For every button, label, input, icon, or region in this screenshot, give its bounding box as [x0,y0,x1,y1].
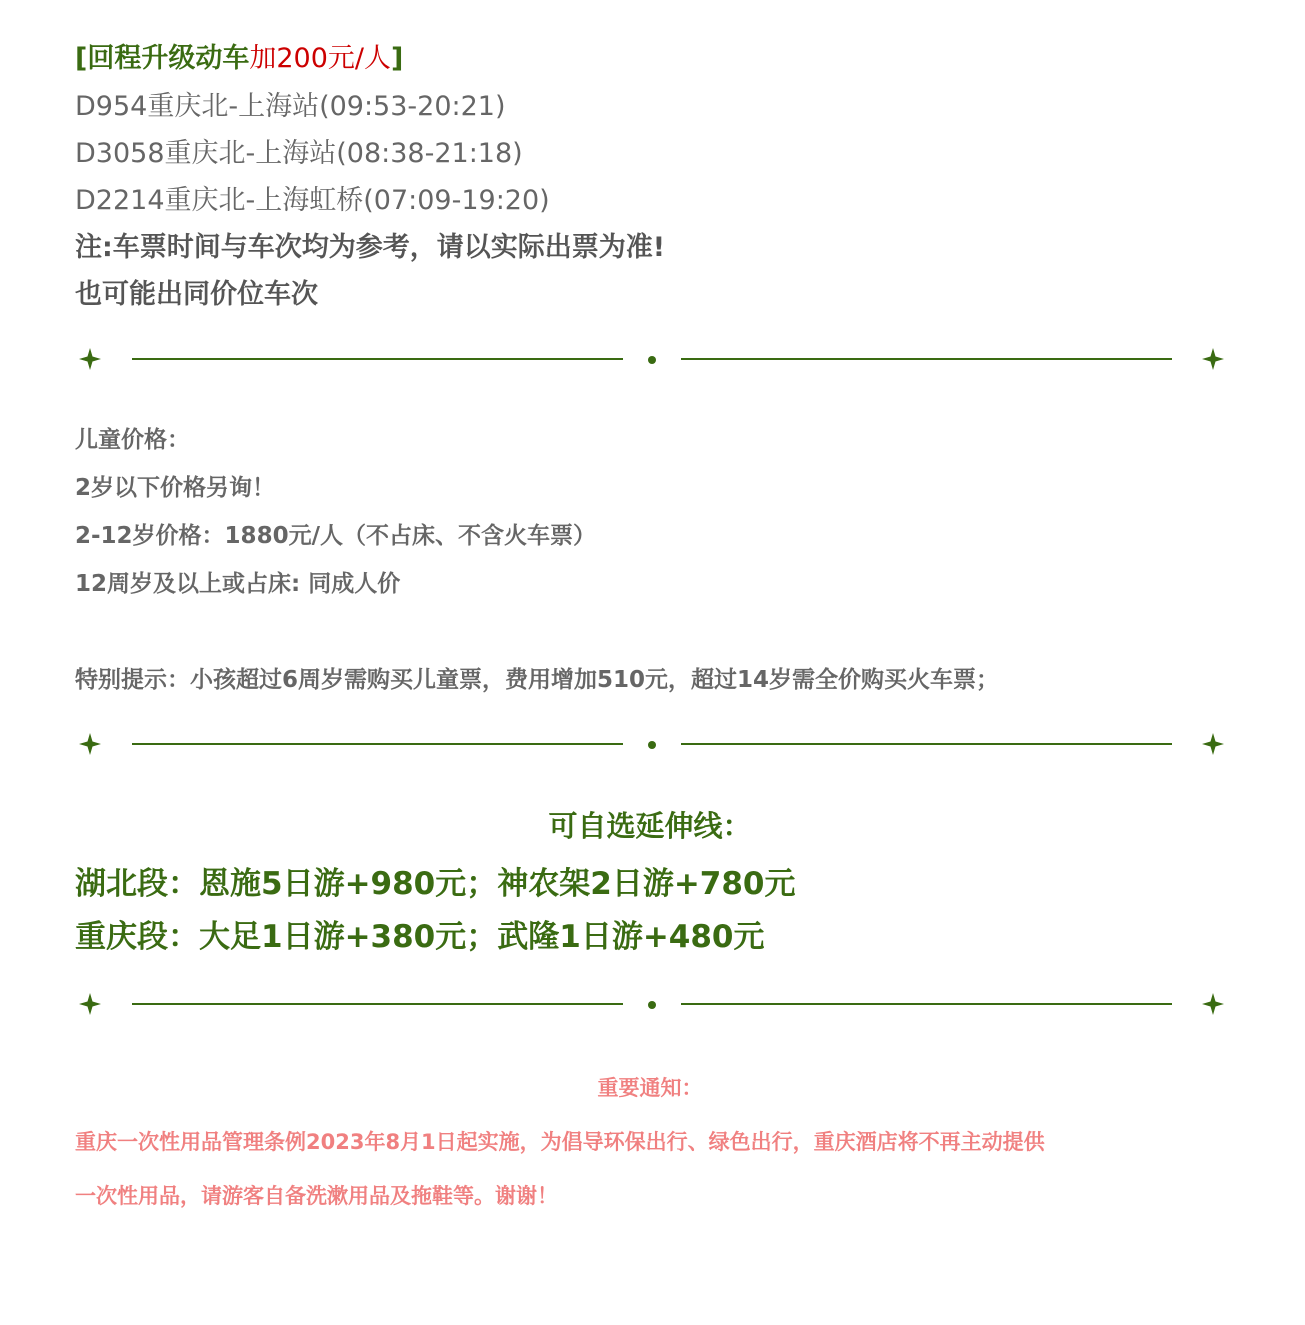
dot-icon [648,356,656,364]
sparkle-icon [1202,348,1224,370]
child-price-line: 2岁以下价格另询！ [75,475,276,501]
section-divider [75,729,1225,759]
upgrade-title-close: ] [390,43,404,74]
child-price-line: 12周岁及以上或占床: 同成人价 [75,571,401,597]
child-price-heading: 儿童价格： [75,427,190,453]
section-divider [75,344,1225,374]
dot-icon [648,1001,656,1009]
extension-title: 可自选延伸线： [548,809,752,843]
sparkle-icon [79,348,101,370]
notice-line: 一次性用品，请游客自备洗漱用品及拖鞋等。谢谢！ [75,1184,558,1208]
sparkle-icon [79,993,101,1015]
upgrade-price: 加200元/人 [249,43,391,74]
sparkle-icon [1202,993,1224,1015]
sparkle-icon [1202,733,1224,755]
notice-title: 重要通知： [597,1076,703,1100]
section-divider [75,989,1225,1019]
extension-line: 重庆段：大足1日游+380元；武隆1日游+480元 [75,919,765,955]
notice-line: 重庆一次性用品管理条例2023年8月1日起实施，为倡导环保出行、绿色出行，重庆酒店将不再主动提供 [75,1130,1045,1154]
upgrade-title [75,36,403,75]
sparkle-icon [79,733,101,755]
upgrade-title-open: [回程升级动车 [75,43,250,74]
train-line: D2214重庆北-上海虹桥(07:09-19:20) [75,185,550,216]
dot-icon [648,741,656,749]
child-price-line: 2-12岁价格：1880元/人（不占床、不含火车票） [75,523,596,549]
train-line: D3058重庆北-上海站(08:38-21:18) [75,138,523,169]
extension-line: 湖北段：恩施5日游+980元；神农架2日游+780元 [75,866,796,902]
special-tip: 特别提示：小孩超过6周岁需购买儿童票，费用增加510元，超过14岁需全价购买火车票； [75,667,1000,693]
ticket-note: 注:车票时间与车次均为参考，请以实际出票为准! [75,232,666,263]
train-line: D954重庆北-上海站(09:53-20:21) [75,91,506,122]
ticket-note: 也可能出同价位车次 [75,279,318,310]
